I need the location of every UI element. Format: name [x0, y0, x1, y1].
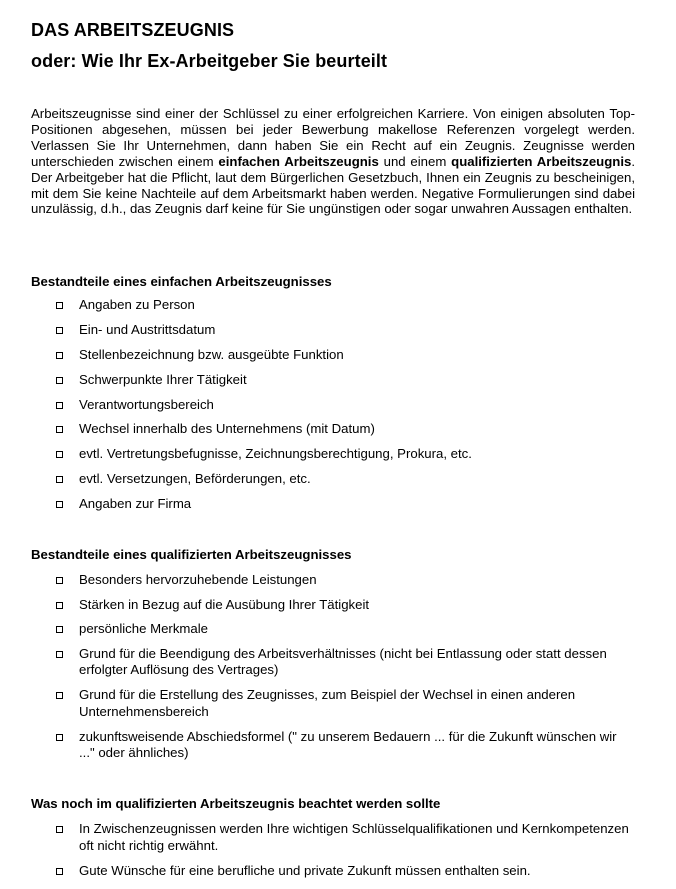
square-bullet-icon: [56, 476, 63, 483]
list-beachten: [31, 821, 635, 887]
square-bullet-icon: [56, 426, 63, 433]
intro-paragraph: [31, 106, 635, 217]
square-bullet-icon: [56, 651, 63, 658]
intro-text-part1: Arbeitszeugnisse sind einer der Schlüssel zu einer erfolgreichen Karriere. Von einigen absoluten Top-Positionen abgesehen, müssen bei jeder Bewerbung makellose Referenzen vorgelegt werden. Verlassen Sie Ihr Unternehmen, dann haben Sie ein Recht auf ein Zeugnis. Zeugnisse werden unterschieden zwischen einem: [31, 106, 635, 169]
section-heading-einfach: Bestandteile eines einfachen Arbeitszeugnisses: [31, 274, 332, 289]
list-item: Grund für die Erstellung des Zeugnisses, zum Beispiel der Wechsel in einen anderen Unternehmensbereich: [31, 687, 635, 729]
list-item: Wechsel innerhalb des Unternehmens (mit Datum): [31, 421, 635, 446]
list-item: In Zwischenzeugnissen werden Ihre wichtigen Schlüsselqualifikationen und Kernkompetenzen oft nicht richtig erwähnt.: [31, 821, 635, 863]
square-bullet-icon: [56, 734, 63, 741]
square-bullet-icon: [56, 402, 63, 409]
square-bullet-icon: [56, 327, 63, 334]
list-item: evtl. Vertretungsbefugnisse, Zeichnungsberechtigung, Prokura, etc.: [31, 446, 635, 471]
intro-text-part3: . Der Arbeitgeber hat die Pflicht, laut dem Bürgerlichen Gesetzbuch, Ihnen ein Zeugnis zu bescheinigen, mit dem Sie keine Nachteile auf dem Arbeitsmarkt haben werden. Negative Formulierungen sind dabei unzulässig, d.h., das Zeugnis darf keine für Sie ungünstigen oder sogar unwahren Aussagen enthalten.: [31, 153, 635, 217]
section-heading-qualifiziert: Bestandteile eines qualifizierten Arbeitszeugnisses: [31, 547, 352, 562]
square-bullet-icon: [56, 352, 63, 359]
list-einfach: [31, 297, 635, 521]
square-bullet-icon: [56, 451, 63, 458]
intro-bold-einfach: einfachen Arbeitszeugnis: [218, 153, 379, 169]
list-item: Ein- und Austrittsdatum: [31, 322, 635, 347]
list-item: persönliche Merkmale: [31, 621, 635, 646]
list-item: Stellenbezeichnung bzw. ausgeübte Funktion: [31, 347, 635, 372]
square-bullet-icon: [56, 692, 63, 699]
intro-bold-qualifiziert: qualifizierten Arbeitszeugnis: [451, 153, 632, 169]
square-bullet-icon: [56, 577, 63, 584]
document-title: DAS ARBEITSZEUGNIS: [31, 20, 235, 40]
list-item: Angaben zu Person: [31, 297, 635, 322]
list-qualifiziert: [31, 572, 635, 771]
square-bullet-icon: [56, 302, 63, 309]
square-bullet-icon: [56, 501, 63, 508]
section-heading-beachten: Was noch im qualifizierten Arbeitszeugnis beachtet werden sollte: [31, 796, 441, 811]
square-bullet-icon: [56, 826, 63, 833]
list-item: Besonders hervorzuhebende Leistungen: [31, 572, 635, 597]
square-bullet-icon: [56, 377, 63, 384]
square-bullet-icon: [56, 602, 63, 609]
list-item: Stärken in Bezug auf die Ausübung Ihrer Tätigkeit: [31, 597, 635, 622]
list-item: evtl. Versetzungen, Beförderungen, etc.: [31, 471, 635, 496]
document-subtitle: oder: Wie Ihr Ex-Arbeitgeber Sie beurteilt: [31, 51, 388, 71]
list-item: Schwerpunkte Ihrer Tätigkeit: [31, 372, 635, 397]
list-item: Angaben zur Firma: [31, 496, 635, 521]
list-item: Gute Wünsche für eine berufliche und private Zukunft müssen enthalten sein.: [31, 863, 635, 888]
list-item: Verantwortungsbereich: [31, 397, 635, 422]
intro-text-part2: und einem: [378, 153, 452, 169]
list-item: Grund für die Beendigung des Arbeitsverhältnisses (nicht bei Entlassung oder statt dessen erfolgter Auflösung des Vertrages): [31, 646, 635, 688]
square-bullet-icon: [56, 868, 63, 875]
square-bullet-icon: [56, 626, 63, 633]
list-item: zukunftsweisende Abschiedsformel (" zu unserem Bedauern ... für die Zukunft wünschen wir ..." oder ähnliches): [31, 729, 635, 771]
